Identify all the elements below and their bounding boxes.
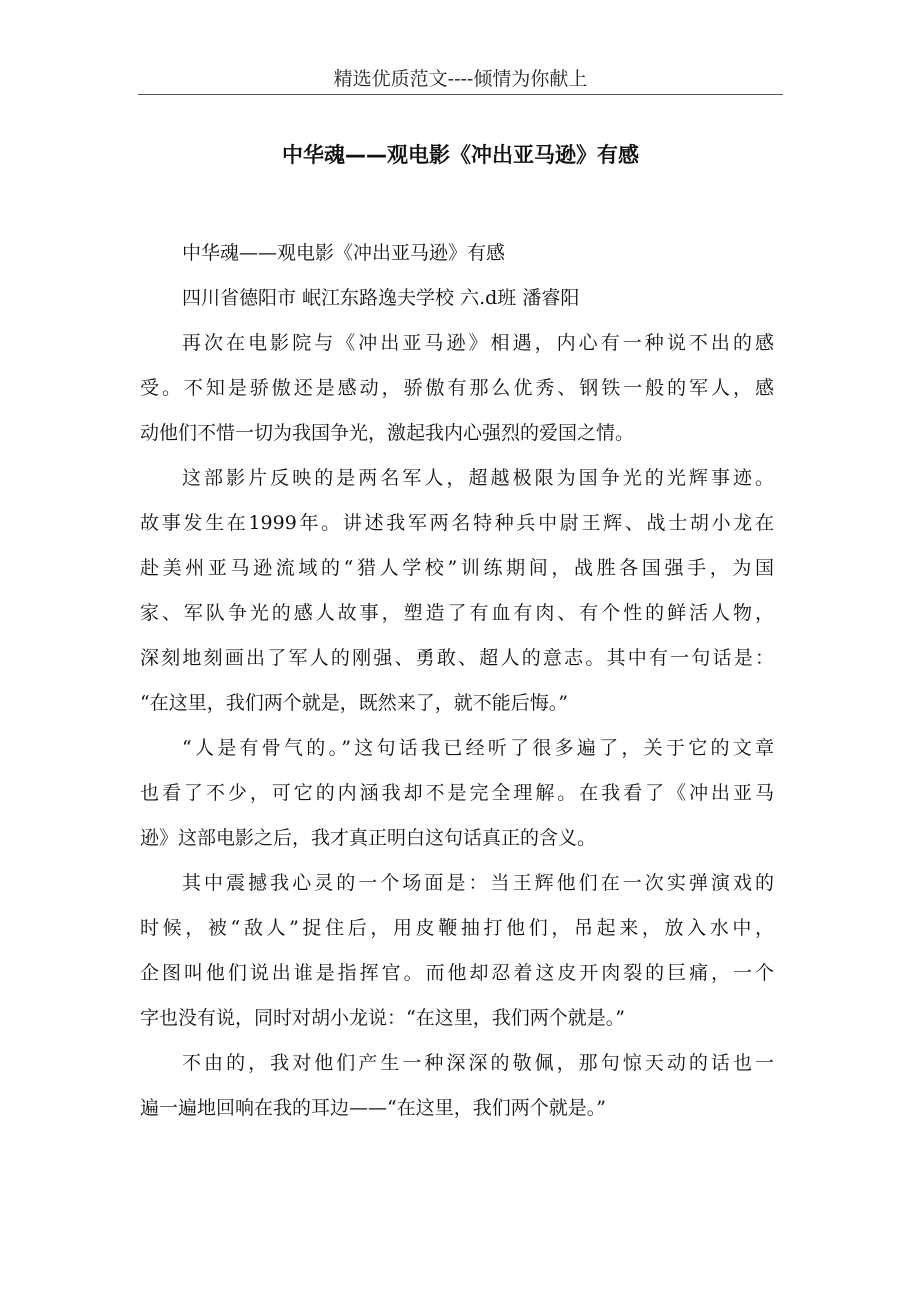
body-line: 逊》这部电影之后，我才真正明白这句话真正的含义。: [140, 827, 597, 849]
body-line: 赴美州亚马逊流域的“猎人学校”训练期间，战胜各国强手，为国: [140, 557, 774, 579]
body-line: “人是有骨气的。”这句话我已经听了很多遍了，关于它的文章: [182, 737, 774, 759]
body-line: “在这里，我们两个就是，既然来了，就不能后悔。”: [140, 692, 568, 714]
body-line: 受。不知是骄傲还是感动，骄傲有那么优秀、钢铁一般的军人，感: [140, 377, 774, 399]
body-line: 时候，被“敌人”捉住后，用皮鞭抽打他们，吊起来，放入水中，: [140, 917, 774, 939]
body-line: 故事发生在1999年。讲述我军两名特种兵中尉王辉、战士胡小龙在: [140, 512, 774, 534]
body-line: 企图叫他们说出谁是指挥官。而他却忍着这皮开肉裂的巨痛，一个: [140, 962, 774, 984]
body-line: 不由的，我对他们产生一种深深的敬佩，那句惊天动的话也一: [182, 1052, 774, 1074]
body-line: 再次在电影院与《冲出亚马逊》相遇，内心有一种说不出的感: [182, 332, 774, 354]
body-line: 这部影片反映的是两名军人，超越极限为国争光的光辉事迹。: [182, 467, 774, 489]
body-line: 其中震撼我心灵的一个场面是：当王辉他们在一次实弹演戏的: [182, 872, 774, 894]
document-body: [140, 240, 774, 1140]
header-divider: [138, 94, 783, 95]
body-line: 深刻地刻画出了军人的刚强、勇敢、超人的意志。其中有一句话是：: [140, 647, 774, 669]
body-line: 动他们不惜一切为我国争光，激起我内心强烈的爱国之情。: [140, 422, 635, 444]
body-line: 家、军队争光的感人故事，塑造了有血有肉、有个性的鲜活人物，: [140, 602, 774, 624]
body-line: 字也没有说，同时对胡小龙说：“在这里，我们两个就是。”: [140, 1007, 625, 1029]
body-line: 也看了不少，可它的内涵我却不是完全理解。在我看了《冲出亚马: [140, 782, 774, 804]
body-line: 遍一遍地回响在我的耳边——“在这里，我们两个就是。”: [140, 1097, 606, 1119]
page-header: 精选优质范文----倾情为你献上: [333, 68, 588, 90]
body-line: 中华魂——观电影《冲出亚马逊》有感: [182, 242, 506, 264]
document-title: 中华魂——观电影《冲出亚马逊》有感: [282, 143, 639, 167]
body-line: 四川省德阳市 岷江东路逸夫学校 六.d班 潘睿阳: [182, 287, 580, 309]
